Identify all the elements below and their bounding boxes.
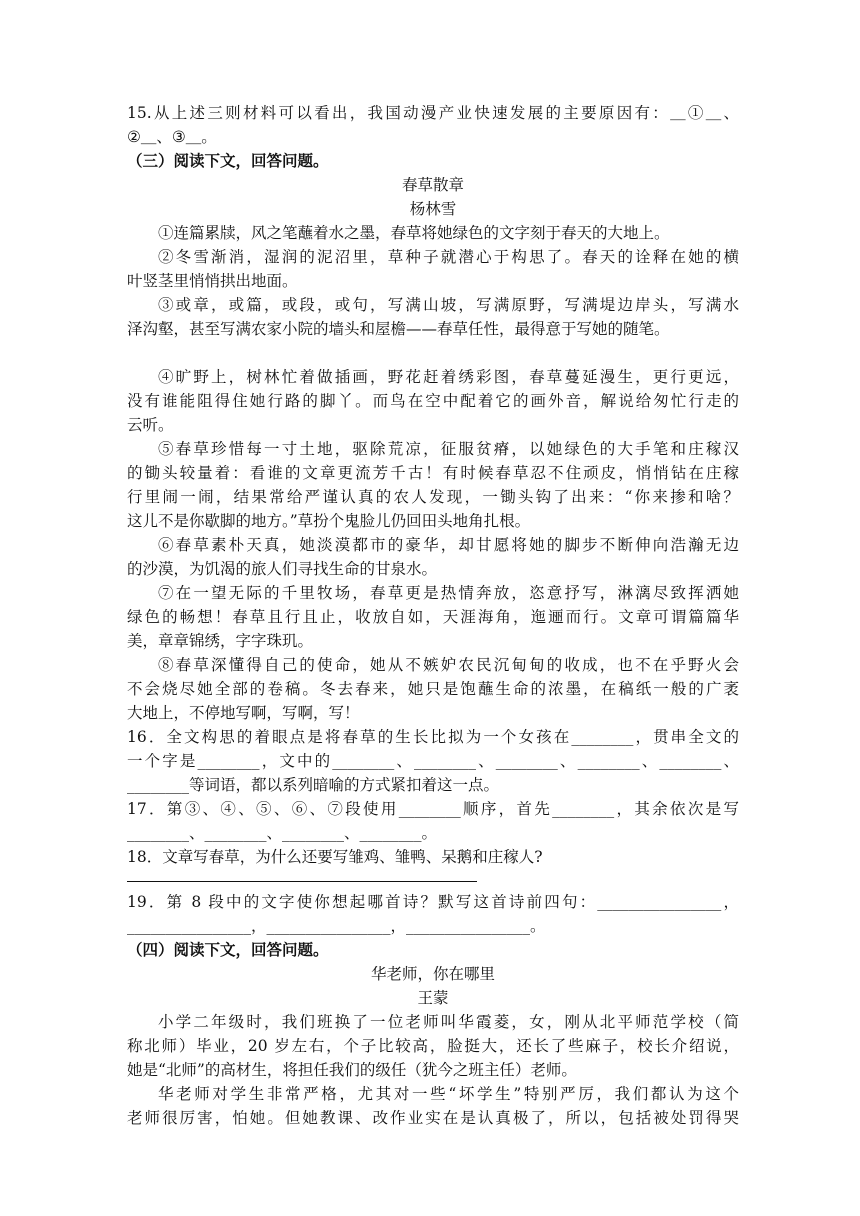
article-author: 王蒙 — [417, 989, 449, 1007]
paragraph-line: ⑧春草深懂得自己的使命，她从不嫉妒农民沉甸甸的收成，也不在乎野火会 — [158, 656, 739, 674]
paragraph-line: 泽沟壑，甚至写满农家小院的墙头和屋檐——春草任性，最得意于写她的随笔。 — [127, 320, 670, 338]
paragraph-line: ②冬雪渐消，湿润的泥沼里，草种子就潜心于构思了。春天的诠释在她的横 — [158, 248, 739, 266]
paragraph-line: ⑥春草素朴天真，她淡漠都市的豪华，却甘愿将她的脚步不断伸向浩瀚无边 — [158, 536, 739, 554]
paragraph-line: 云听。 — [127, 416, 174, 434]
paragraph-line: ③或章，或篇，或段，或句，写满山坡，写满原野，写满堤边岸头，写满水 — [158, 296, 739, 314]
paragraph-line: 她是“北师”的高材生，将担任我们的级任（犹今之班主任）老师。 — [127, 1061, 577, 1079]
paragraph-line: 华老师对学生非常严格，尤其对一些“坏学生”特别严厉，我们都认为这个 — [158, 1085, 739, 1103]
paragraph-line: ①连篇累牍，风之笔蘸着水之墨，春草将她绿色的文字刻于春天的大地上。 — [158, 224, 670, 242]
paragraph-line: 这儿不是你歇脚的地方。”草扮个鬼脸儿仍回田头地角扎根。 — [127, 512, 531, 530]
blank-line — [127, 341, 739, 365]
paragraph-line: ⑦在一望无际的千里牧场，春草更是热情奔放，恣意抒写，淋漓尽致挥洒她 — [158, 584, 739, 602]
question-19-line: ________________，________________，________________。 — [127, 917, 546, 935]
paragraph-line: ④旷野上，树林忙着做插画，野花赶着绣彩图，春草蔓延漫生，更行更远， — [158, 368, 739, 386]
paragraph-line: 小学二年级时，我们班换了一位老师叫华霞菱，女，刚从北平师范学校（简 — [158, 1013, 739, 1031]
answer-spacer — [127, 882, 739, 890]
question-18: 18．文章写春草，为什么还要写雏鸡、雏鸭、呆鹅和庄稼人? — [127, 848, 543, 866]
paragraph-line: 叶竖茎里悄悄拱出地面。 — [127, 272, 298, 290]
paragraph-line: 的沙漠，为饥渴的旅人们寻找生命的甘泉水。 — [127, 560, 438, 578]
paragraph-line: 称北师）毕业，20 岁左右，个子比较高，脸挺大，还长了些麻子，校长介绍说， — [127, 1037, 739, 1055]
paragraph-line: 行里闹一闹，结果常给严谨认真的农人发现，一锄头钩了出来：“你来掺和啥？ — [127, 488, 739, 506]
paragraph-line: 老师很厉害，怕她。但她教课、改作业实在是认真极了，所以，包括被处罚得哭 — [127, 1109, 739, 1127]
document-page — [127, 101, 739, 1130]
question-19-line: 19．第 8 段中的文字使你想起哪首诗？默写这首诗前四句：________________， — [127, 893, 739, 911]
q15-line-2: ②＿、③＿。 — [127, 128, 217, 146]
article-author: 杨林雪 — [409, 200, 457, 218]
question-17-line: ________、________、________、________。 — [127, 824, 438, 842]
paragraph-line: 的锄头较量着：看谁的文章更流芳千古！有时候春草忍不住顽皮，悄悄钻在庄稼 — [127, 464, 739, 482]
q15-line-1: 15.从上述三则材料可以看出，我国动漫产业快速发展的主要原因有：＿①＿、 — [127, 104, 739, 122]
article-title: 华老师，你在哪里 — [370, 965, 495, 983]
answer-spacer — [127, 869, 739, 881]
question-16-line: 一个字是________，文中的________、________、________、________、________、 — [127, 752, 739, 770]
question-16-line: ________等词语，都以系列暗喻的方式紧扣着这一点。 — [127, 776, 500, 794]
paragraph-line: 绿色的畅想！春草且行且止，收放自如，天涯海角，迤逦而行。文章可谓篇篇华 — [127, 608, 739, 626]
paragraph-line: ⑤春草珍惜每一寸土地，驱除荒凉，征服贫瘠，以她绿色的大手笔和庄稼汉 — [158, 440, 739, 458]
question-17-line: 17．第③、④、⑤、⑥、⑦段使用________顺序，首先________，其余依次是写 — [127, 800, 739, 818]
article-title: 春草散章 — [401, 176, 464, 194]
paragraph-line: 美，章章锦绣，字字珠玑。 — [127, 632, 314, 650]
section-3-heading: （三）阅读下文，回答问题。 — [127, 151, 329, 170]
paragraph-line: 没有谁能阻得住她行路的脚丫。而鸟在空中配着它的画外音，解说给匆忙行走的 — [127, 392, 739, 410]
question-16-line: 16．全文构思的着眼点是将春草的生长比拟为一个女孩在________，贯串全文的 — [127, 728, 739, 746]
section-4-heading: （四）阅读下文，回答问题。 — [127, 940, 329, 959]
paragraph-line: 不会烧尽她全部的卷稿。冬去春来，她只是饱蘸生命的浓墨，在稿纸一般的广袤 — [127, 680, 739, 698]
paragraph-line: 大地上，不停地写啊，写啊，写！ — [127, 704, 360, 722]
